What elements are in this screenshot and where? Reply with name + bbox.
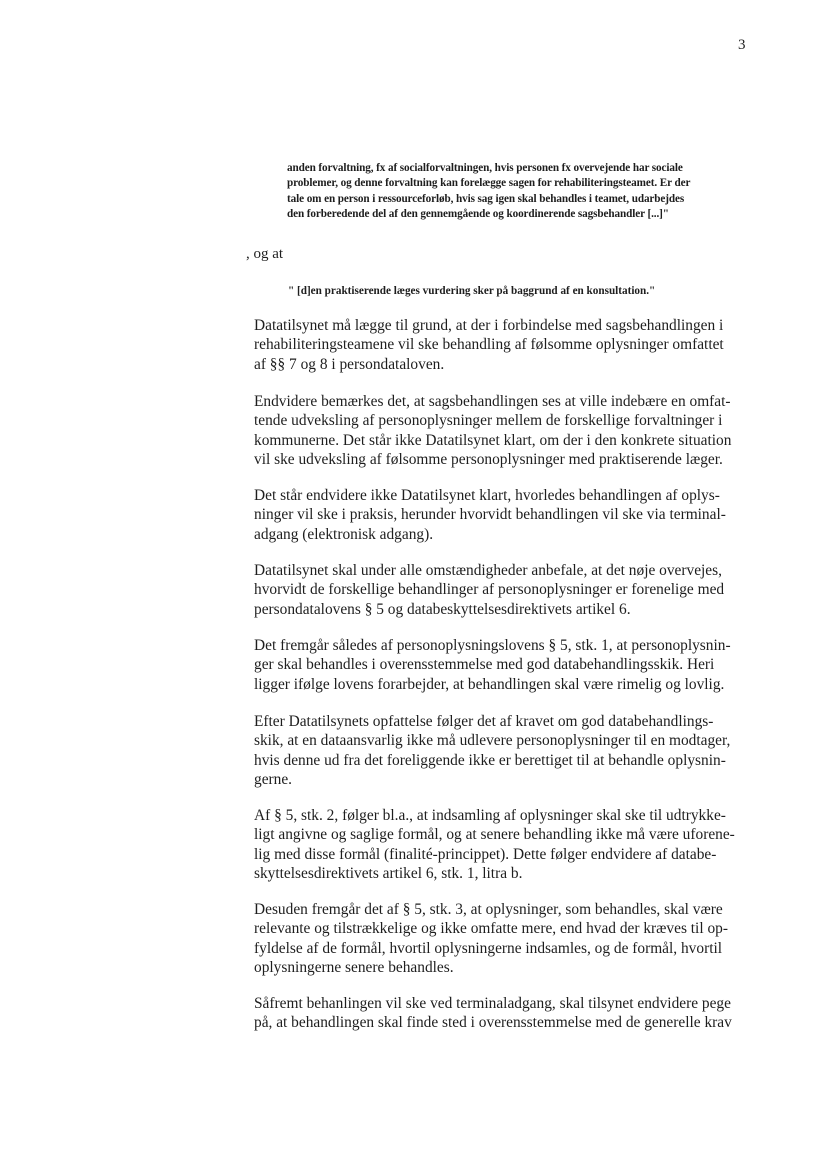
text-line: fyldelse af de formål, hvortil oplysningerne indsamles, og de formål, hvortil [254,939,723,957]
quote-line: den forberedende del af den gennemgående og koordinerende sagsbehandler [...]" [287,208,669,221]
text-line: Af § 5, stk. 2, følger bl.a., at indsamling af oplysninger skal ske til udtrykke- [254,807,726,824]
text-line: Det fremgår således af personoplysningslovens § 5, stk. 1, at personoplysnin- [254,637,731,654]
text-line: Desuden fremgår det af § 5, stk. 3, at oplysninger, som behandles, skal være [254,901,723,918]
text-line: rehabiliteringsteamene vil ske behandling af følsomme oplysninger omfattet [254,336,724,354]
text-line: Efter Datatilsynets opfattelse følger det af kravet om god databehandlings- [254,713,714,730]
paragraph-7 [254,806,774,884]
text-line: Det står endvidere ikke Datatilsynet klart, hvorledes behandlingen af oplys- [254,487,720,504]
text-line: af §§ 7 og 8 i persondataloven. [254,355,445,373]
text-line: ninger vil ske i praksis, herunder hvorvidt behandlingen vil ske via terminal- [254,506,726,524]
paragraph-3 [254,486,774,544]
text-line: adgang (elektronisk adgang). [254,525,434,543]
text-line: tende udveksling af personoplysninger mellem de forskellige forvaltninger i [254,412,723,430]
text-line: hvorvidt de forskellige behandlinger af personoplysninger er forenelige med [254,581,725,599]
paragraph-6 [254,712,774,790]
text-line: Såfremt behanlingen vil ske ved terminaladgang, skal tilsynet endvidere pege [254,995,731,1012]
quote-practitioner: " [d]en praktiserende læges vurdering sker på baggrund af en konsultation." [288,285,656,297]
paragraph-9 [254,994,774,1033]
text-line: ligt angivne og saglige formål, og at senere behandling ikke må være uforene- [254,826,735,844]
text-line: hvis denne ud fra det foreliggende ikke er berettiget til at behandle oplysnin- [254,751,726,769]
text-line: lig med disse formål (finalité-princippet). Dette følger endvidere af databe- [254,845,717,863]
paragraph-5 [254,636,774,694]
connector-text: , og at [246,246,284,262]
text-line: kommunerne. Det står ikke Datatilsynet klart, om der i den konkrete situation [254,431,732,449]
quote-line: anden forvaltning, fx af socialforvaltningen, hvis personen fx overvejende har sociale [287,162,683,174]
paragraph-1 [254,316,774,374]
text-line: relevante og tilstrækkelige og ikke omfatte mere, end hvad der kræves til op- [254,920,728,938]
page-number: 3 [738,37,746,53]
text-line: Datatilsynet skal under alle omstændigheder anbefale, at det nøje overvejes, [254,562,722,579]
text-line: ger skal behandles i overensstemmelse med god databehandlingsskik. Heri [254,656,715,674]
text-line: oplysningerne senere behandles. [254,959,454,977]
text-line: skik, at en dataansvarlig ikke må udlevere personoplysninger til en modtager, [254,732,731,750]
quote-line: tale om en person i ressourceforløb, hvis sag igen skal behandles i teamet, udarbejdes [287,192,685,205]
paragraph-2 [254,392,774,470]
paragraph-8 [254,900,774,978]
quote-block [287,161,757,223]
text-line: persondatalovens § 5 og databeskyttelsesdirektivets artikel 6. [254,600,631,618]
text-line: ligger ifølge lovens forarbejder, at behandlingen skal være rimelig og lovlig. [254,675,725,693]
paragraph-4 [254,561,774,619]
text-line: gerne. [254,771,293,789]
text-line: Datatilsynet må lægge til grund, at der i forbindelse med sagsbehandlingen i [254,317,724,334]
text-line: vil ske udveksling af følsomme personoplysninger med praktiserende læger. [254,451,723,469]
text-line: skyttelsesdirektivets artikel 6, stk. 1, litra b. [254,865,523,883]
quote-line: problemer, og denne forvaltning kan forelægge sagen for rehabiliteringsteamet. Er der [287,177,691,190]
text-line: på, at behandlingen skal finde sted i overensstemmelse med de generelle krav [254,1014,732,1032]
text-line: Endvidere bemærkes det, at sagsbehandlingen ses at ville indebære en omfat- [254,393,731,410]
